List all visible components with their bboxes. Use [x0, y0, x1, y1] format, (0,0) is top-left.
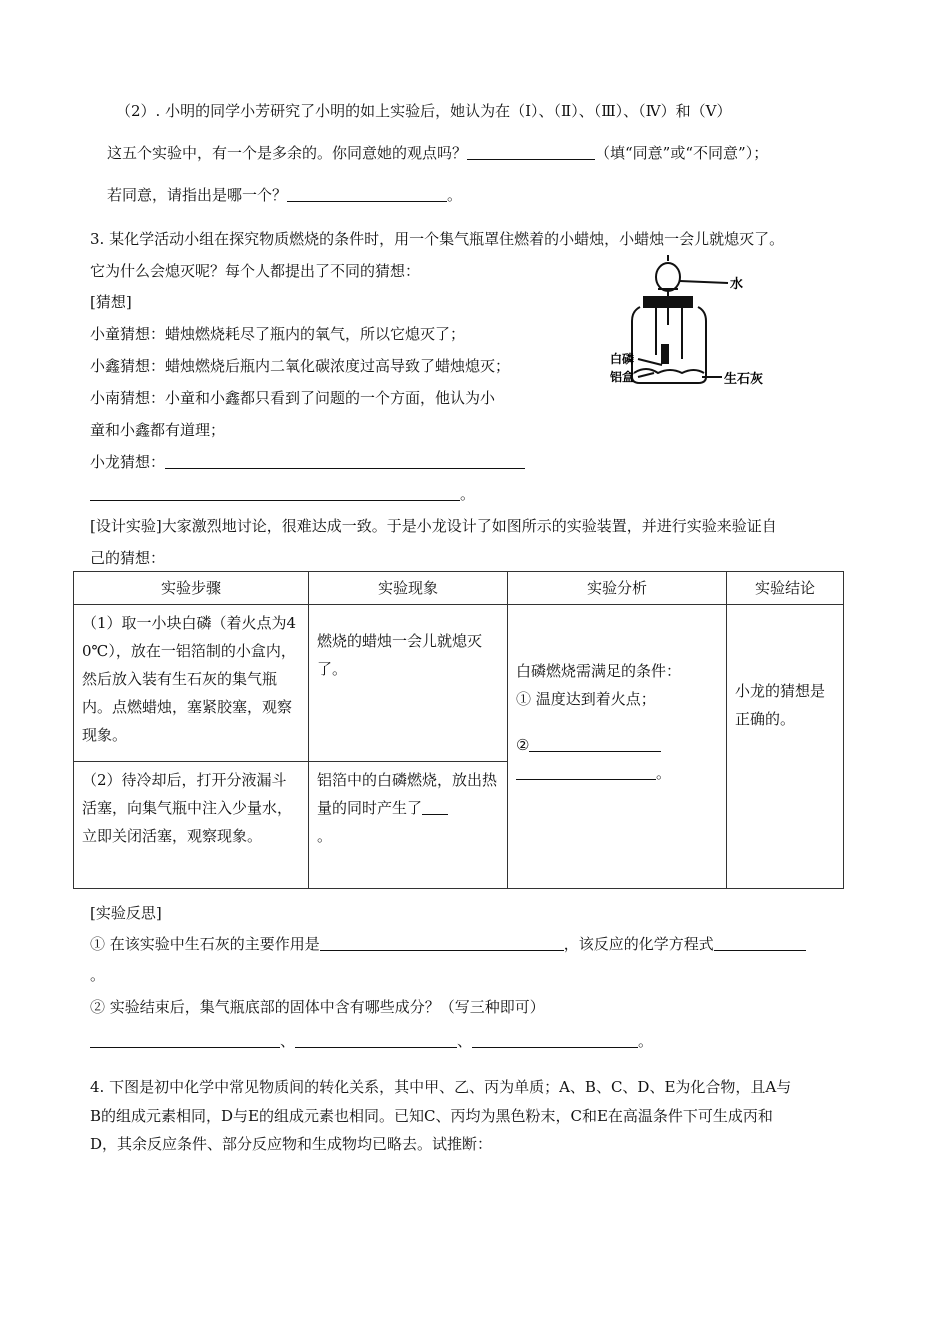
reflect-heading: [实验反思] — [90, 904, 162, 922]
leader-p — [638, 359, 662, 365]
component-blank-2[interactable] — [295, 1031, 457, 1048]
header-conclusion: 实验结论 — [727, 572, 844, 605]
analysis-end: 。 — [656, 764, 672, 782]
funnel-bulb — [656, 263, 680, 291]
analysis-condition-1: ① 温度达到着火点； — [516, 690, 656, 708]
guess-heading: [猜想] — [90, 293, 132, 311]
stopper — [644, 297, 692, 307]
leader-foil — [638, 373, 654, 377]
design-line2: 己的猜想： — [90, 549, 166, 567]
guess-xiaolong-cont — [90, 484, 475, 504]
design-line1: [设计实验]大家激烈地讨论，很难达成一致。于是小龙设计了如图所示的实验装置，并进行实验来验证自 — [90, 517, 777, 535]
q2-line3-end: 。 — [447, 186, 463, 204]
q2-line3-text: 若同意，请指出是哪一个？ — [107, 186, 288, 204]
header-analysis: 实验分析 — [508, 572, 727, 605]
label-foil-box: 铝盒 — [610, 370, 635, 384]
equation-blank[interactable] — [714, 934, 806, 951]
lime-role-blank[interactable] — [320, 934, 564, 951]
reflect-1 — [90, 934, 806, 954]
guess-xiaolong-label: 小龙猜想： — [90, 453, 166, 471]
q2-line2-text: 这五个实验中，有一个是多余的。你同意她的观点吗？ — [107, 144, 468, 162]
apparatus-figure — [610, 255, 790, 395]
reflect2-end: 。 — [638, 1032, 654, 1050]
phenomenon2-cell — [309, 762, 508, 889]
label-phosphorus: 白磷 — [610, 352, 635, 366]
condition-2-blank-2[interactable] — [516, 763, 656, 780]
phenomenon2-text: 铝箔中的白磷燃烧，放出热量的同时产生了 — [317, 771, 498, 817]
step2-cell: （2）待冷却后，打开分液漏斗活塞，向集气瓶中注入少量水，立即关闭活塞，观察现象。 — [74, 762, 309, 889]
analysis-cell — [508, 605, 727, 889]
xiaolong-guess-blank-2[interactable] — [90, 484, 460, 501]
reflect1-equation-label: ，该反应的化学方程式 — [563, 935, 714, 953]
reflect1-text: ① 在该实验中生石灰的主要作用是 — [90, 935, 320, 953]
q4-line3: D，其余反应条件、部分反应物和生成物均已略去。试推断： — [90, 1135, 493, 1153]
guess-xiaotong: 小童猜想：蜡烛燃烧耗尽了瓶内的氧气，所以它熄灭了； — [90, 325, 466, 343]
label-water: 水 — [730, 277, 744, 292]
reflect-2-answers — [90, 1031, 653, 1051]
component-blank-3[interactable] — [472, 1031, 638, 1048]
which-blank[interactable] — [287, 185, 447, 202]
q3-intro1: 3. 某化学活动小组在探究物质燃烧的条件时，用一个集气瓶罩住燃着的小蜡烛，小蜡烛一会儿就熄灭了。 — [90, 230, 785, 248]
agree-blank[interactable] — [467, 143, 595, 160]
analysis-title: 白磷燃烧需满足的条件： — [516, 662, 682, 680]
leader-water — [680, 281, 728, 283]
component-blank-1[interactable] — [90, 1031, 280, 1048]
guess-xiaonan-2: 童和小鑫都有道理； — [90, 421, 226, 439]
q2-line2-hint: （填“同意”或“不同意”）； — [595, 144, 769, 162]
experiment-table — [73, 571, 844, 889]
header-steps: 实验步骤 — [74, 572, 309, 605]
reflect-2: ② 实验结束后，集气瓶底部的固体中含有哪些成分？（写三种即可） — [90, 998, 545, 1016]
sep-2: 、 — [457, 1032, 473, 1050]
analysis-condition-2-cont — [516, 759, 718, 787]
xiaolong-guess-blank-1[interactable] — [165, 452, 525, 469]
lime-layer — [634, 369, 704, 373]
sep-1: 、 — [280, 1032, 296, 1050]
table-header-row — [74, 572, 844, 605]
q4-line1: 4. 下图是初中化学中常见物质间的转化关系，其中甲、乙、丙为单质；A、B、C、D、E为化合物，且A与 — [90, 1078, 792, 1096]
q2-line3 — [107, 185, 462, 205]
table-row — [74, 605, 844, 762]
condition-2-blank-1[interactable] — [529, 735, 661, 752]
q4-line2: B的组成元素相同，D与E的组成元素也相同。已知C、丙均为黑色粉末，C和E在高温条件下可生成丙和 — [90, 1107, 773, 1125]
q2-line1: （2）. 小明的同学小芳研究了小明的如上实验后，她认为在（Ⅰ）、（Ⅱ）、（Ⅲ）、（Ⅳ）和（Ⅴ） — [116, 102, 732, 120]
step1-cell: （1）取一小块白磷（着火点为40℃），放在一铝箔制的小盒内，然后放入装有生石灰的集气瓶内。点燃蜡烛，塞紧胶塞，观察现象。 — [74, 605, 309, 762]
reflect-1-end: 。 — [90, 966, 106, 984]
guess-xiaolong — [90, 452, 525, 472]
analysis-condition-2 — [516, 731, 718, 759]
guess-xiaonan-1: 小南猜想：小童和小鑫都只看到了问题的一个方面，他认为小 — [90, 389, 496, 407]
phenomenon1-cell: 燃烧的蜡烛一会儿就熄灭了。 — [309, 605, 508, 762]
guess-end: 。 — [460, 485, 476, 503]
product-blank[interactable] — [422, 798, 448, 815]
conclusion-cell: 小龙的猜想是正确的。 — [727, 605, 844, 889]
analysis-2-label: ② — [516, 736, 530, 754]
q2-line2 — [107, 143, 768, 163]
q3-intro2: 它为什么会熄灭呢？每个人都提出了不同的猜想： — [90, 262, 421, 280]
guess-xiaoxin: 小鑫猜想：蜡烛燃烧后瓶内二氧化碳浓度过高导致了蜡烛熄灭； — [90, 357, 511, 375]
phenomenon2-end: 。 — [317, 827, 333, 845]
header-phenomena: 实验现象 — [309, 572, 508, 605]
candle — [662, 345, 668, 363]
label-quicklime: 生石灰 — [724, 372, 764, 387]
